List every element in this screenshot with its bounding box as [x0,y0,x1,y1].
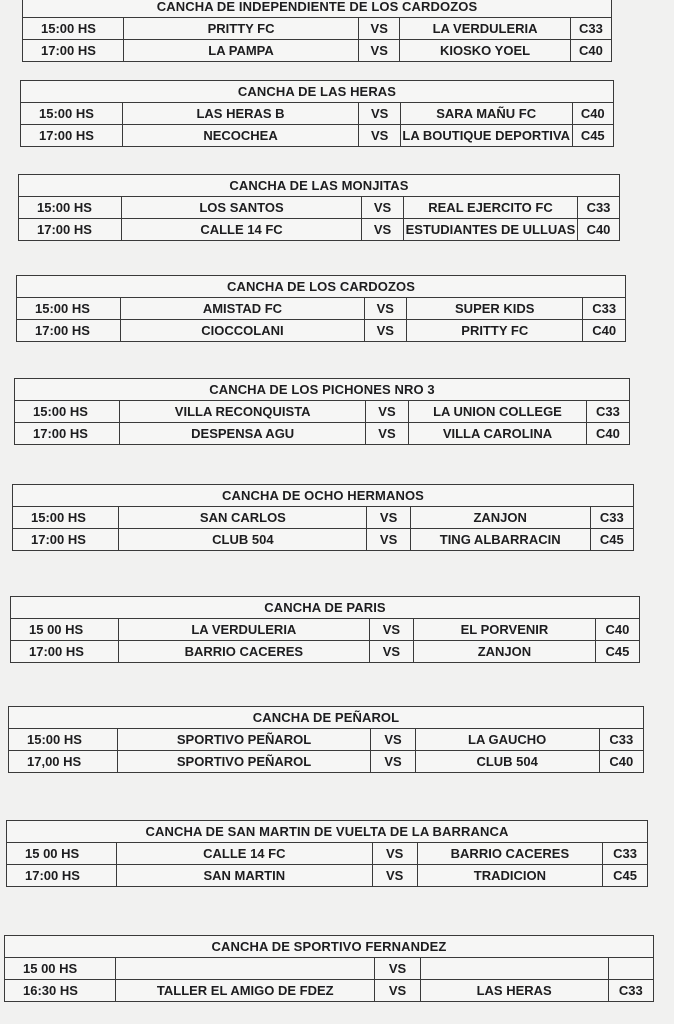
match-row [21,124,613,146]
match-row [19,197,619,218]
field-schedule-table [6,820,648,887]
category-code: C33 [608,980,653,1001]
match-time: 15:00 HS [27,732,82,747]
field-schedule-table [10,596,640,663]
versus-label: VS [374,958,419,979]
category-code: C40 [586,423,629,444]
versus-label: VS [364,320,407,341]
away-team: ZANJON [413,641,595,662]
match-time: 17:00 HS [29,644,84,659]
home-team: BARRIO CACERES [118,641,369,662]
match-time: 17:00 HS [31,532,86,547]
match-time: 17:00 HS [39,128,94,143]
away-team: LA VERDULERIA [399,18,570,39]
match-row [13,507,633,528]
match-time: 17:00 HS [41,43,96,58]
match-time: 15:00 HS [39,106,94,121]
category-code: C33 [590,507,633,528]
away-team [420,958,608,979]
home-team: SAN MARTIN [116,865,372,886]
match-row [13,528,633,550]
category-code: C33 [599,729,643,750]
away-team: LA UNION COLLEGE [408,401,586,422]
field-title: CANCHA DE LAS MONJITAS [19,175,619,197]
away-team: SARA MAÑU FC [400,103,572,124]
match-row [21,103,613,124]
field-title: CANCHA DE PARIS [11,597,639,619]
match-time: 17:00 HS [35,323,90,338]
versus-label: VS [374,980,419,1001]
match-row [23,39,611,61]
versus-label: VS [364,298,407,319]
away-team: LA GAUCHO [415,729,599,750]
match-row [17,298,625,319]
match-row [5,958,653,979]
versus-label: VS [369,619,413,640]
category-code: C45 [572,125,613,146]
home-team: CALLE 14 FC [116,843,372,864]
match-row [11,640,639,662]
home-team: CIOCCOLANI [120,320,363,341]
versus-label: VS [366,507,409,528]
match-time: 16:30 HS [23,983,78,998]
category-code: C33 [602,843,647,864]
away-team: EL PORVENIR [413,619,595,640]
match-row [19,218,619,240]
category-code: C40 [599,751,643,772]
match-time: 15:00 HS [31,510,86,525]
field-title: CANCHA DE PEÑAROL [9,707,643,729]
field-title: CANCHA DE LAS HERAS [21,81,613,103]
home-team: TALLER EL AMIGO DE FDEZ [115,980,374,1001]
category-code: C40 [572,103,613,124]
match-row [9,750,643,772]
home-team: VILLA RECONQUISTA [119,401,365,422]
away-team: ESTUDIANTES DE ULLUAS [403,219,577,240]
away-team: LAS HERAS [420,980,608,1001]
category-code: C33 [577,197,619,218]
category-code [608,958,653,979]
field-title: CANCHA DE LOS CARDOZOS [17,276,625,298]
versus-label: VS [358,18,399,39]
match-time: 15:00 HS [33,404,88,419]
match-row [17,319,625,341]
away-team: SUPER KIDS [406,298,582,319]
match-time: 17:00 HS [25,868,80,883]
category-code: C40 [577,219,619,240]
category-code: C33 [570,18,611,39]
versus-label: VS [370,729,414,750]
match-time: 15:00 HS [41,21,96,36]
match-row [7,864,647,886]
match-row [9,729,643,750]
versus-label: VS [365,423,408,444]
versus-label: VS [358,40,399,61]
match-time: 15:00 HS [35,301,90,316]
field-schedule-table [4,935,654,1002]
away-team: BARRIO CACERES [417,843,603,864]
match-row [11,619,639,640]
versus-label: VS [372,843,417,864]
category-code: C33 [586,401,629,422]
away-team: PRITTY FC [406,320,582,341]
home-team: SPORTIVO PEÑAROL [117,729,371,750]
match-time: 15 00 HS [23,961,78,976]
versus-label: VS [358,103,399,124]
field-schedule-table [12,484,634,551]
versus-label: VS [361,197,403,218]
field-schedule-table [20,80,614,147]
field-schedule-table [18,174,620,241]
home-team: SAN CARLOS [118,507,366,528]
versus-label: VS [372,865,417,886]
home-team: LA VERDULERIA [118,619,369,640]
home-team: LA PAMPA [123,40,358,61]
category-code: C40 [582,320,625,341]
category-code: C45 [595,641,639,662]
match-time: 15:00 HS [37,200,92,215]
home-team: AMISTAD FC [120,298,363,319]
versus-label: VS [358,125,399,146]
home-team: LOS SANTOS [121,197,361,218]
versus-label: VS [366,529,409,550]
field-schedule-table [22,0,612,62]
match-time: 17:00 HS [33,426,88,441]
match-row [15,422,629,444]
match-time: 17:00 HS [37,222,92,237]
match-row [7,843,647,864]
match-row [15,401,629,422]
category-code: C40 [595,619,639,640]
versus-label: VS [370,751,414,772]
home-team: NECOCHEA [122,125,359,146]
category-code: C45 [590,529,633,550]
match-row [5,979,653,1001]
category-code: C45 [602,865,647,886]
field-title: CANCHA DE OCHO HERMANOS [13,485,633,507]
match-time: 17,00 HS [27,754,82,769]
away-team: LA BOUTIQUE DEPORTIVA [400,125,572,146]
versus-label: VS [365,401,408,422]
home-team: CLUB 504 [118,529,366,550]
category-code: C40 [570,40,611,61]
away-team: ZANJON [410,507,590,528]
field-schedule-table [16,275,626,342]
away-team: TING ALBARRACIN [410,529,590,550]
field-schedule-table [8,706,644,773]
home-team: LAS HERAS B [122,103,359,124]
away-team: CLUB 504 [415,751,599,772]
home-team: CALLE 14 FC [121,219,361,240]
match-time: 15 00 HS [25,846,80,861]
field-schedule-table [14,378,630,445]
away-team: KIOSKO YOEL [399,40,570,61]
versus-label: VS [361,219,403,240]
field-title: CANCHA DE SPORTIVO FERNANDEZ [5,936,653,958]
field-title: CANCHA DE SAN MARTIN DE VUELTA DE LA BARRANCA [7,821,647,843]
category-code: C33 [582,298,625,319]
field-title: CANCHA DE LOS PICHONES NRO 3 [15,379,629,401]
away-team: REAL EJERCITO FC [403,197,577,218]
away-team: TRADICION [417,865,603,886]
away-team: VILLA CAROLINA [408,423,586,444]
versus-label: VS [369,641,413,662]
match-time: 15 00 HS [29,622,84,637]
home-team: PRITTY FC [123,18,358,39]
match-row [23,18,611,39]
home-team [115,958,374,979]
field-title: CANCHA DE INDEPENDIENTE DE LOS CARDOZOS [23,0,611,18]
home-team: DESPENSA AGU [119,423,365,444]
home-team: SPORTIVO PEÑAROL [117,751,371,772]
